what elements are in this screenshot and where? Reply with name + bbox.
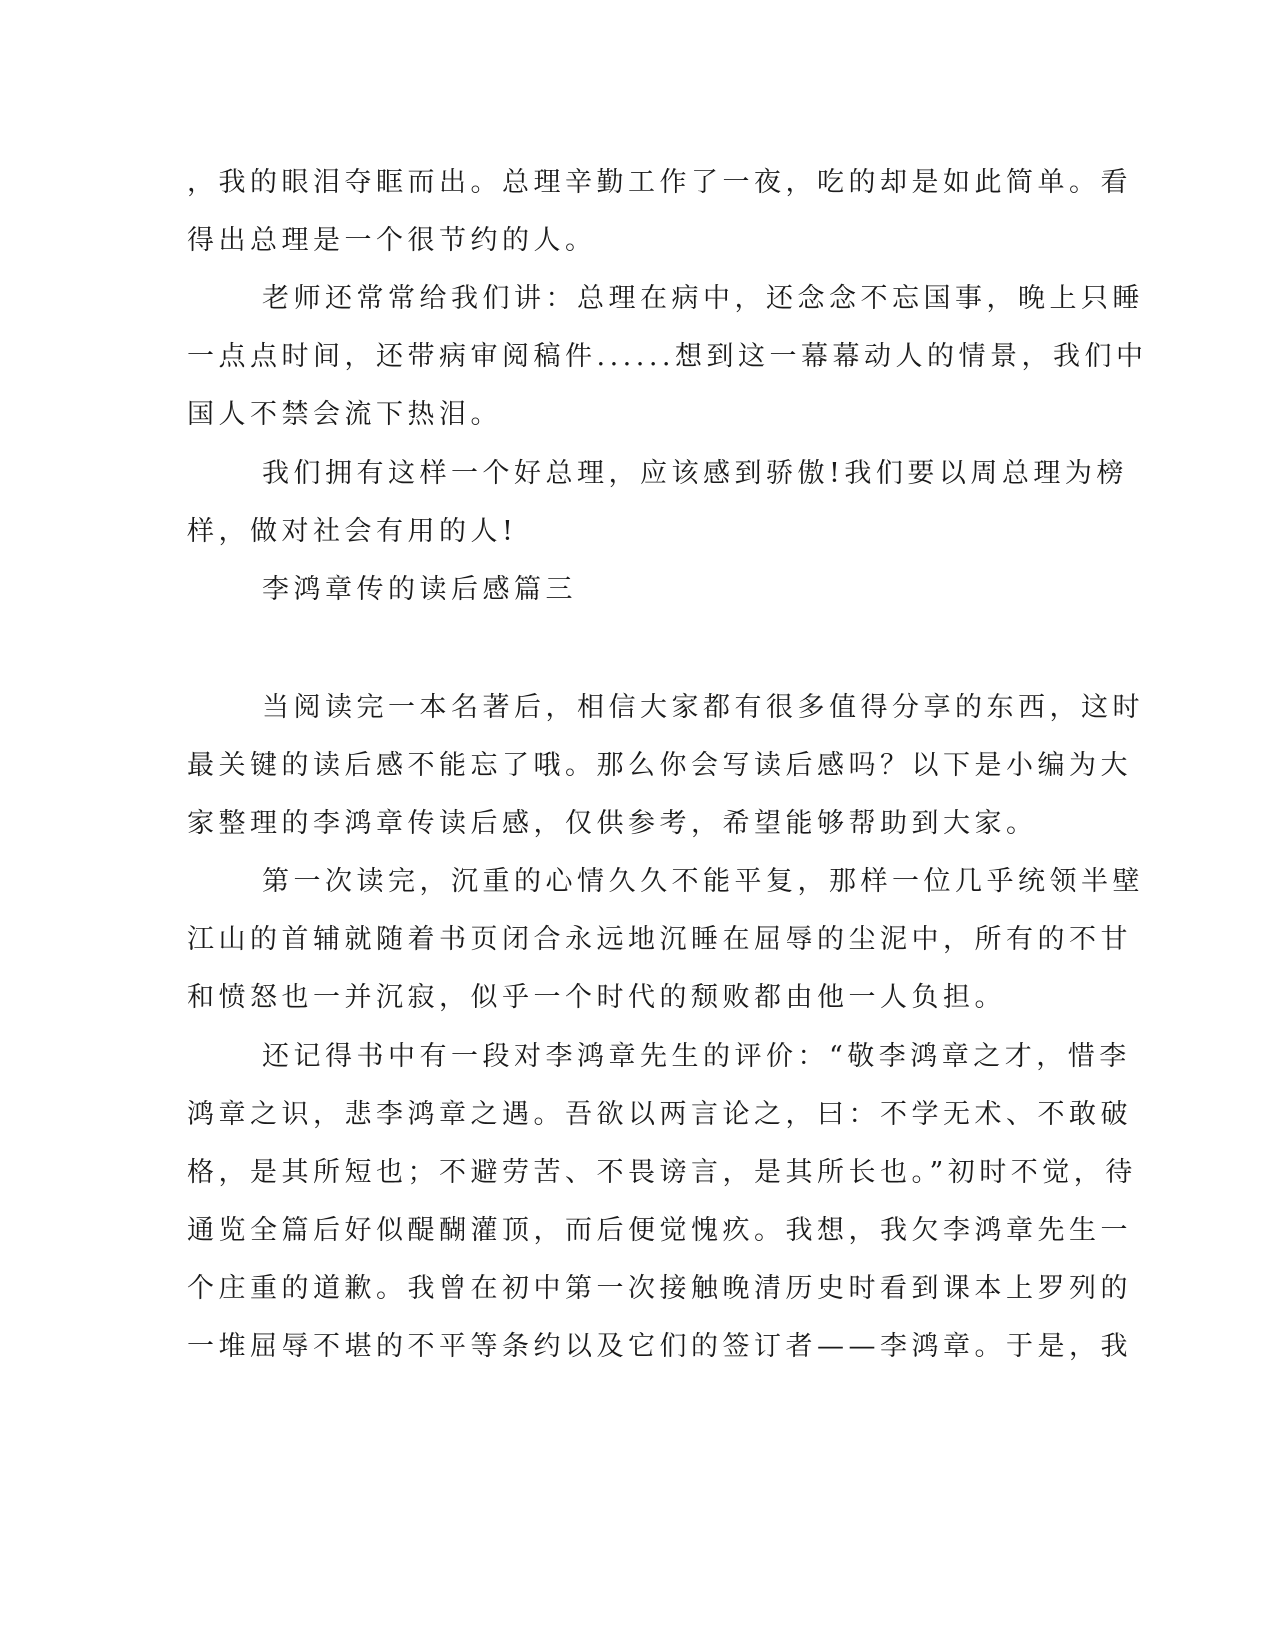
text-line: 国人不禁会流下热泪。 xyxy=(187,399,502,430)
text-line: 得出总理是一个很节约的人。 xyxy=(187,225,597,256)
paragraph-start-line: 当阅读完一本名著后，相信大家都有很多值得分享的东西，这时 xyxy=(262,692,1144,723)
text-line: 一堆屈辱不堪的不平等条约以及它们的签订者——李鸿章。于是，我 xyxy=(187,1331,1132,1362)
paragraph-start-line: 老师还常常给我们讲：总理在病中，还念念不忘国事，晚上只睡 xyxy=(262,283,1144,314)
text-line: 家整理的李鸿章传读后感，仅供参考，希望能够帮助到大家。 xyxy=(187,808,1038,839)
text-line: 样，做对社会有用的人! xyxy=(187,516,518,547)
text-line: 江山的首辅就随着书页闭合永远地沉睡在屈辱的尘泥中，所有的不甘 xyxy=(187,924,1132,955)
section-heading: 李鸿章传的读后感篇三 xyxy=(262,574,577,605)
text-line: 鸿章之识，悲李鸿章之遇。吾欲以两言论之，曰：不学无术、不敢破 xyxy=(187,1099,1132,1130)
text-line: 最关键的读后感不能忘了哦。那么你会写读后感吗？以下是小编为大 xyxy=(187,750,1132,781)
paragraph-start-line: 还记得书中有一段对李鸿章先生的评价：“敬李鸿章之才，惜李 xyxy=(262,1041,1131,1072)
text-line: 和愤怒也一并沉寂，似乎一个时代的颓败都由他一人负担。 xyxy=(187,982,1006,1013)
paragraph-start-line: 我们拥有这样一个好总理，应该感到骄傲!我们要以周总理为榜 xyxy=(262,458,1128,489)
paragraph-start-line: 第一次读完，沉重的心情久久不能平复，那样一位几乎统领半壁 xyxy=(262,866,1144,897)
text-line: 通览全篇后好似醍醐灌顶，而后便觉愧疚。我想，我欠李鸿章先生一 xyxy=(187,1215,1132,1246)
text-line: 一点点时间，还带病审阅稿件......想到这一幕幕动人的情景，我们中 xyxy=(187,341,1148,372)
text-line: 个庄重的道歉。我曾在初中第一次接触晚清历史时看到课本上罗列的 xyxy=(187,1273,1132,1304)
text-line: ，我的眼泪夺眶而出。总理辛勤工作了一夜，吃的却是如此简单。看 xyxy=(187,167,1132,198)
text-line: 格，是其所短也；不避劳苦、不畏谤言，是其所长也。”初时不觉，待 xyxy=(187,1157,1137,1188)
